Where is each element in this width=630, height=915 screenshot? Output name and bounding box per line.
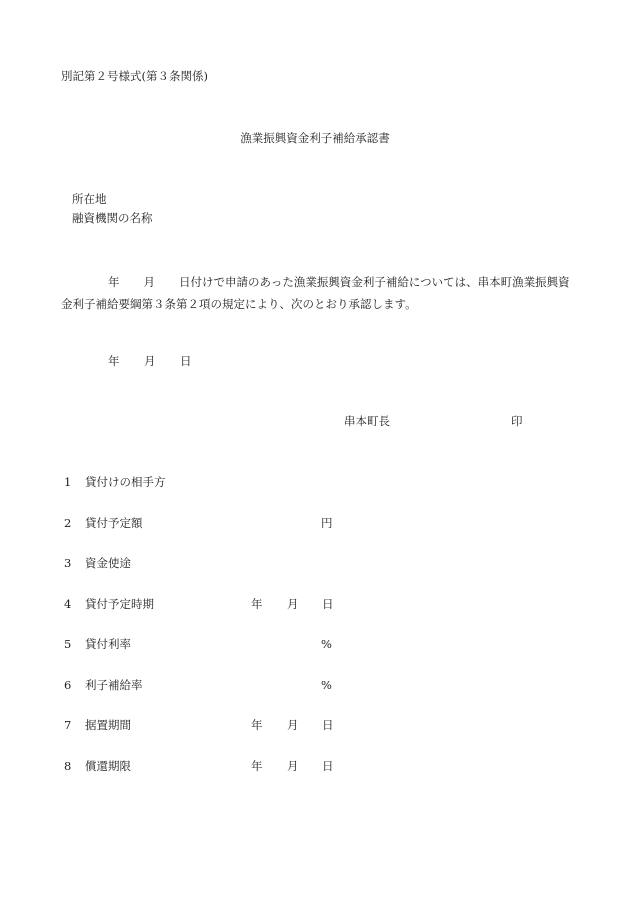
- seal-mark: 印: [511, 414, 523, 428]
- approval-paragraph: [61, 271, 581, 315]
- item-number: 2: [64, 516, 72, 530]
- issue-day: 日: [180, 354, 192, 368]
- item-month: 月: [287, 759, 299, 773]
- item-number: 7: [64, 718, 72, 732]
- institution-name-label: 融資機関の名称: [72, 211, 153, 225]
- item-month: 月: [287, 597, 299, 611]
- item-day: 日: [322, 759, 334, 773]
- item-number: 8: [64, 759, 72, 773]
- item-year: 年: [251, 718, 263, 732]
- mayor-title: 串本町長: [344, 414, 390, 428]
- form-label: 別記第２号様式(第３条関係): [61, 69, 208, 83]
- item-label: 償還期限: [85, 759, 131, 773]
- item-label: 利子補給率: [85, 678, 143, 692]
- paragraph-month: 月: [143, 275, 155, 289]
- address-label: 所在地: [72, 192, 107, 206]
- issue-month: 月: [144, 354, 156, 368]
- item-unit-percent: %: [321, 678, 332, 692]
- paragraph-text: 日付けで申請のあった漁業振興資金利子補給については、串本町漁業振興資金利子補給要綱第３条第２項の規定により、次のとおり承認します。: [61, 275, 570, 311]
- document-title: 漁業振興資金利子補給承認書: [240, 131, 390, 145]
- item-day: 日: [322, 718, 334, 732]
- item-number: 4: [64, 597, 72, 611]
- item-label: 資金使途: [85, 556, 131, 570]
- item-unit-percent: %: [321, 637, 332, 651]
- item-day: 日: [322, 597, 334, 611]
- item-number: 5: [64, 637, 72, 651]
- item-number: 6: [64, 678, 72, 692]
- item-label: 貸付予定時期: [85, 597, 154, 611]
- item-unit-yen: 円: [321, 516, 333, 530]
- item-year: 年: [251, 759, 263, 773]
- item-label: 据置期間: [85, 718, 131, 732]
- issue-year: 年: [108, 354, 120, 368]
- item-month: 月: [287, 718, 299, 732]
- item-label: 貸付利率: [85, 637, 131, 651]
- item-number: 1: [64, 475, 72, 489]
- paragraph-year: 年: [108, 275, 120, 289]
- item-label: 貸付けの相手方: [85, 475, 166, 489]
- item-label: 貸付予定額: [85, 516, 143, 530]
- item-year: 年: [251, 597, 263, 611]
- item-number: 3: [64, 556, 72, 570]
